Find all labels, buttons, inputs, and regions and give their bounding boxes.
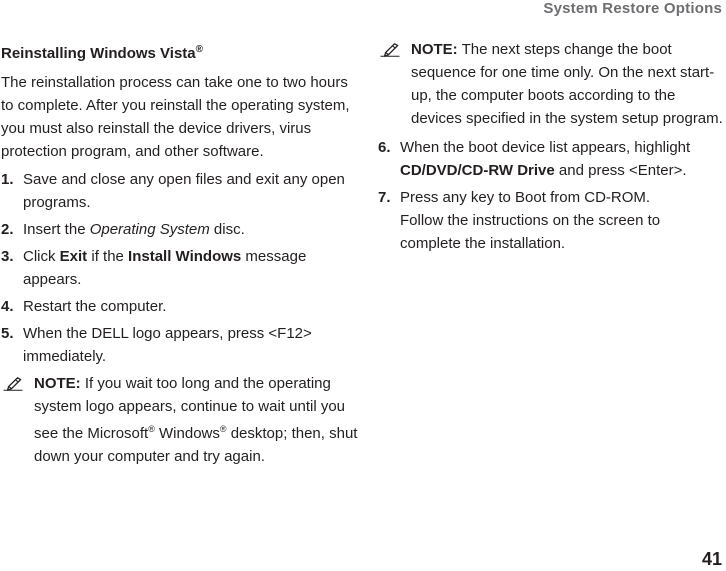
note-block-right bbox=[378, 38, 723, 130]
step-text-line1: Press any key to Boot from CD-ROM. bbox=[400, 189, 651, 206]
step-7 bbox=[378, 186, 723, 255]
exit-label: Exit bbox=[59, 248, 88, 265]
section-title bbox=[1, 38, 359, 65]
page-number: 41 bbox=[701, 549, 722, 569]
drive-label: CD/DVD/CD-RW Drive bbox=[400, 162, 555, 179]
step-1 bbox=[1, 168, 359, 214]
step-text: Restart the computer. bbox=[23, 298, 167, 315]
running-header: System Restore Options bbox=[543, 0, 722, 17]
note-text-c: desktop; then, shut down your computer and try again. bbox=[34, 425, 358, 465]
step-number: 7. bbox=[378, 189, 391, 206]
step-text-post: disc. bbox=[209, 221, 245, 238]
left-column bbox=[1, 38, 359, 474]
intro-paragraph: The reinstallation process can take one to two hours to complete. After you reinstall the operating system, you must also reinstall the device drivers, virus protection program, and other software. bbox=[1, 74, 350, 160]
step-text-pre: When the boot device list appears, highlight bbox=[400, 139, 691, 156]
note-pencil-icon bbox=[380, 43, 400, 57]
step-number: 5. bbox=[1, 325, 14, 342]
disc-name: Operating System bbox=[89, 221, 210, 238]
steps-list-right bbox=[378, 136, 723, 255]
note-text-a: If you wait too long and the operating system logo appears, continue to wait until you see the Microsoft bbox=[34, 375, 346, 442]
step-4 bbox=[1, 295, 359, 318]
step-number: 2. bbox=[1, 221, 14, 238]
step-text-pre: Click bbox=[23, 248, 60, 265]
step-6 bbox=[378, 136, 723, 182]
step-text-mid: if the bbox=[87, 248, 129, 265]
steps-list-left bbox=[1, 168, 359, 368]
step-3 bbox=[1, 245, 359, 291]
registered-mark: ® bbox=[219, 424, 227, 434]
right-column bbox=[378, 38, 723, 259]
step-text: When the DELL logo appears, press <F12> immediately. bbox=[23, 325, 312, 365]
step-number: 4. bbox=[1, 298, 14, 315]
note-label: NOTE: bbox=[34, 375, 81, 392]
step-text: Save and close any open files and exit any open programs. bbox=[23, 171, 345, 211]
step-text-post: and press <Enter>. bbox=[554, 162, 687, 179]
step-number: 1. bbox=[1, 171, 14, 188]
step-5 bbox=[1, 322, 359, 368]
step-text-post: message appears. bbox=[23, 248, 307, 288]
step-number: 6. bbox=[378, 139, 391, 156]
registered-mark: ® bbox=[195, 44, 203, 55]
note-label: NOTE: bbox=[411, 41, 458, 58]
note-text-b: Windows bbox=[154, 425, 220, 442]
section-title-text: Reinstalling Windows Vista bbox=[1, 45, 196, 62]
install-windows-label: Install Windows bbox=[128, 248, 242, 265]
step-2 bbox=[1, 218, 359, 241]
step-number: 3. bbox=[1, 248, 14, 265]
note-pencil-icon bbox=[3, 377, 23, 391]
note-text: The next steps change the boot sequence for one time only. On the next start-up, the computer boots according to the devices specified in the system setup program. bbox=[411, 41, 723, 127]
registered-mark: ® bbox=[148, 424, 155, 434]
note-block-left bbox=[1, 372, 359, 468]
step-text-pre: Insert the bbox=[23, 221, 90, 238]
step-text-line2: Follow the instructions on the screen to complete the installation. bbox=[400, 212, 661, 252]
